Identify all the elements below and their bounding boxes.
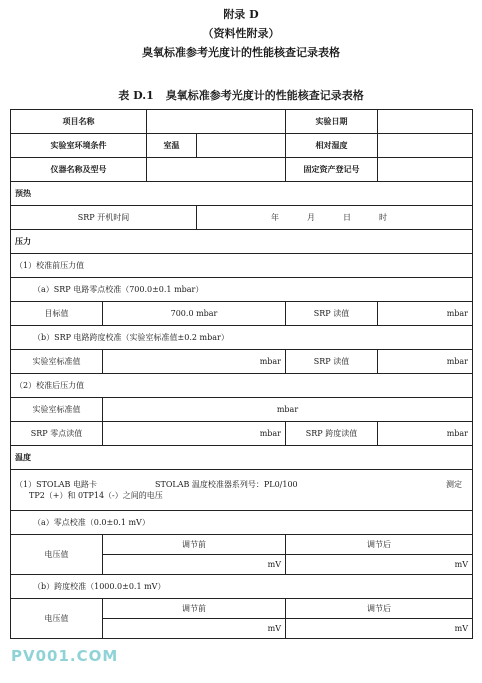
label-lab-std-value-2: 实验室标准值: [11, 398, 103, 422]
field-after-adjust-2[interactable]: [286, 619, 473, 639]
unit-hour: 时: [379, 213, 387, 222]
label-srp-on-time: SRP 开机时间: [11, 206, 197, 230]
field-instrument[interactable]: [147, 158, 286, 182]
unit-mbar: mbar: [446, 309, 468, 318]
field-before-adjust-2[interactable]: [103, 619, 286, 639]
unit-mbar: mbar: [446, 357, 468, 366]
field-srp-span-reading[interactable]: [378, 422, 473, 446]
label-after-adjust: 调节后: [286, 535, 473, 555]
label-instrument: 仪器名称及型号: [11, 158, 147, 182]
label-asset-no: 固定资产登记号: [286, 158, 378, 182]
label-target-value: 目标值: [11, 302, 103, 326]
unit-day: 日: [343, 213, 351, 222]
label-post-cal-pressure: （2）校准后压力值: [11, 374, 473, 398]
label-voltage-value: 电压值: [11, 535, 103, 575]
label-srp-zero-reading: SRP 零点读值: [11, 422, 103, 446]
stolab-serial: STOLAB 温度校准器系列号：PL0/100: [155, 480, 298, 489]
unit-mv: mV: [267, 624, 281, 633]
appendix-title: 臭氧标准参考光度计的性能核查记录表格: [142, 46, 340, 59]
record-table: [10, 109, 473, 639]
unit-mv: mV: [267, 560, 281, 569]
field-room-temp[interactable]: [197, 134, 286, 158]
unit-mbar: mbar: [259, 429, 281, 438]
label-zero-cal: （a）SRP 电路零点校准（700.0±0.1 mbar）: [11, 278, 473, 302]
section-pressure: 压力: [11, 230, 473, 254]
watermark: PV001.COM: [11, 647, 119, 665]
label-rel-humidity: 相对湿度: [286, 134, 378, 158]
label-lab-env: 实验室环境条件: [11, 134, 147, 158]
unit-mbar: mbar: [276, 405, 299, 414]
label-voltage-value-2: 电压值: [11, 599, 103, 639]
field-lab-std-value[interactable]: [103, 350, 286, 374]
label-lab-std-value: 实验室标准值: [11, 350, 103, 374]
unit-month: 月: [307, 213, 315, 222]
label-span-cal: （b）SRP 电路跨度校准（实验室标准值±0.2 mbar）: [11, 326, 473, 350]
field-srp-reading-2[interactable]: [378, 350, 473, 374]
field-project-name[interactable]: [147, 110, 286, 134]
appendix-label: 附录 D: [223, 8, 259, 21]
stolab-voltage-points: TP2（+）和 0TP14（-）之间的电压: [29, 491, 163, 500]
table-number: 表 D.1: [118, 89, 154, 102]
field-rel-humidity[interactable]: [378, 134, 473, 158]
table-title: 臭氧标准参考光度计的性能核查记录表格: [165, 89, 364, 102]
unit-year: 年: [271, 213, 279, 222]
label-project-name: 项目名称: [11, 110, 147, 134]
stolab-instructions: [11, 470, 473, 511]
appendix-note: （资料性附录）: [202, 27, 280, 40]
field-before-adjust[interactable]: [103, 555, 286, 575]
section-preheat: 预热: [11, 182, 473, 206]
label-srp-reading-2: SRP 读值: [286, 350, 378, 374]
field-srp-reading[interactable]: [378, 302, 473, 326]
stolab-measure: 测定: [446, 480, 462, 489]
unit-mbar: mbar: [446, 429, 468, 438]
label-zero-cal-mv: （a）零点校准（0.0±0.1 mV）: [11, 511, 473, 535]
unit-mv: mV: [454, 624, 468, 633]
label-span-cal-mv: （b）跨度校准（1000.0±0.1 mV）: [11, 575, 473, 599]
unit-mv: mV: [454, 560, 468, 569]
table-caption: [0, 87, 482, 103]
unit-mbar: mbar: [259, 357, 281, 366]
label-before-adjust: 调节前: [103, 535, 286, 555]
label-srp-span-reading: SRP 跨度读值: [286, 422, 378, 446]
section-temperature: 温度: [11, 446, 473, 470]
field-asset-no[interactable]: [378, 158, 473, 182]
field-lab-std-value-2[interactable]: [103, 398, 473, 422]
label-exp-date: 实验日期: [286, 110, 378, 134]
field-srp-on-time[interactable]: [197, 206, 473, 230]
label-before-adjust-2: 调节前: [103, 599, 286, 619]
label-pre-cal-pressure: （1）校准前压力值: [11, 254, 473, 278]
field-exp-date[interactable]: [378, 110, 473, 134]
stolab-card: （1）STOLAB 电路卡: [15, 480, 97, 489]
field-srp-zero-reading[interactable]: [103, 422, 286, 446]
field-after-adjust[interactable]: [286, 555, 473, 575]
value-target-mbar: 700.0 mbar: [103, 302, 286, 326]
label-room-temp: 室温: [147, 134, 197, 158]
label-srp-reading: SRP 读值: [286, 302, 378, 326]
label-after-adjust-2: 调节后: [286, 599, 473, 619]
